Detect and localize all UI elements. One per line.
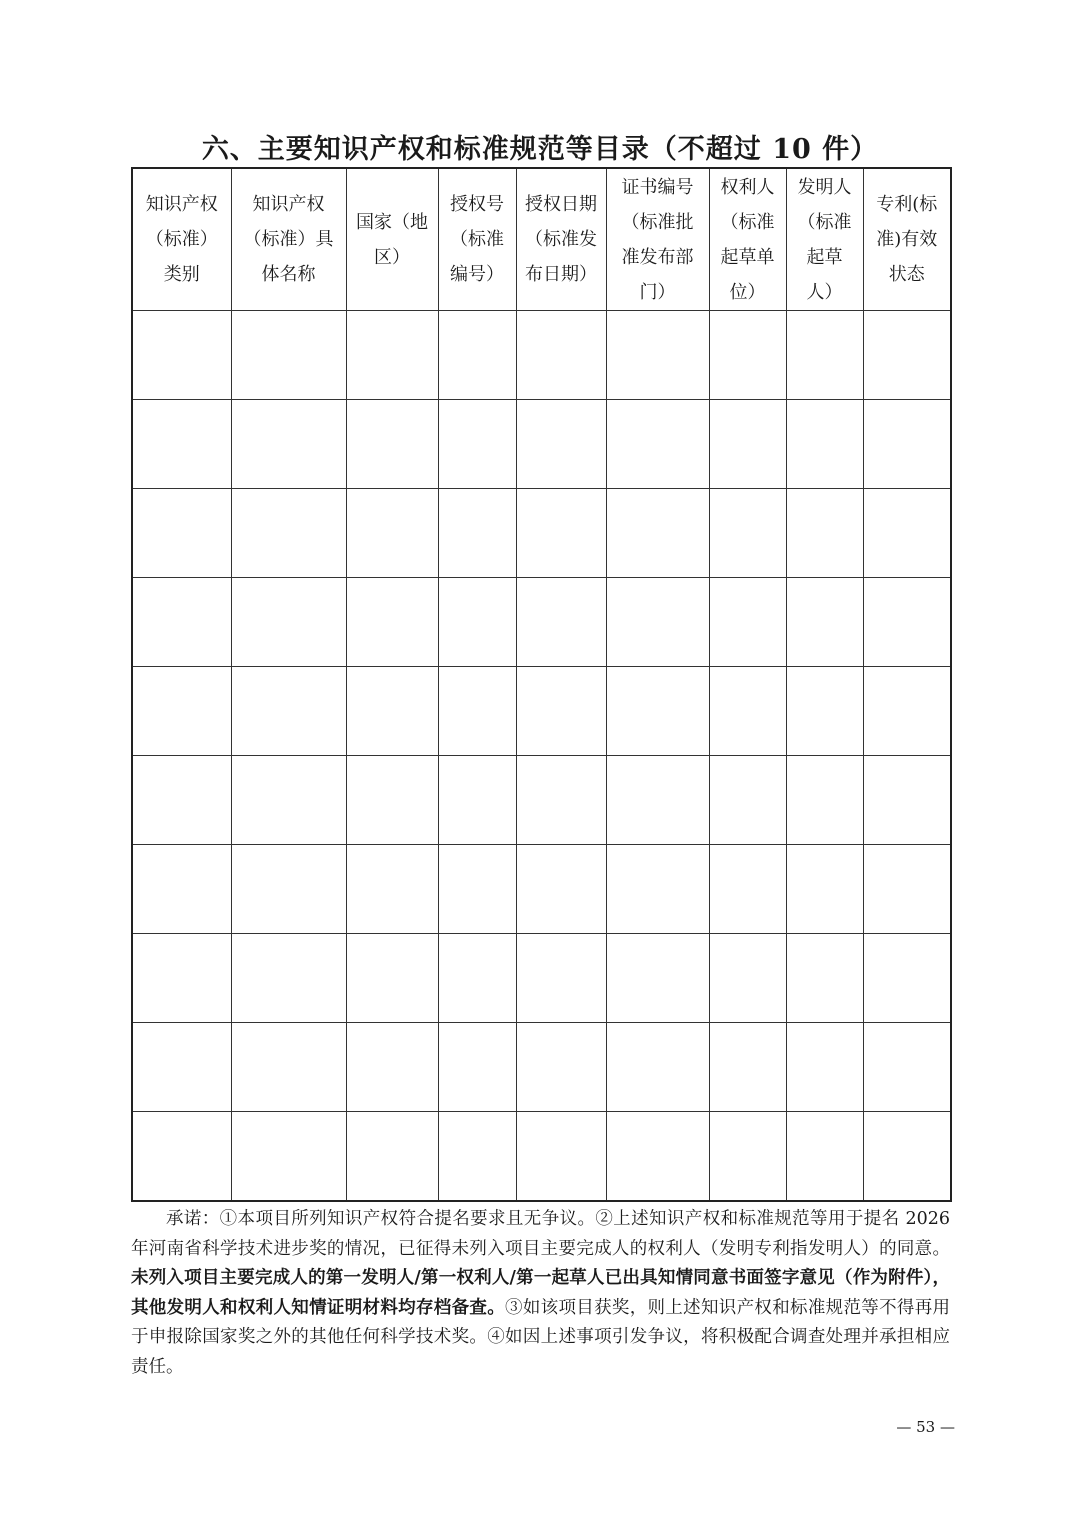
table-cell[interactable]	[346, 1023, 438, 1112]
table-cell[interactable]	[516, 1112, 606, 1202]
table-cell[interactable]	[516, 845, 606, 934]
table-cell[interactable]	[786, 667, 863, 756]
table-cell[interactable]	[709, 489, 786, 578]
table-cell[interactable]	[132, 400, 231, 489]
column-header-ip-name: 知识产权（标准）具体名称	[231, 168, 346, 311]
table-cell[interactable]	[346, 667, 438, 756]
column-header-certificate-number: 证书编号（标准批准发布部门）	[606, 168, 709, 311]
table-cell[interactable]	[346, 578, 438, 667]
table-cell[interactable]	[516, 934, 606, 1023]
table-cell[interactable]	[516, 667, 606, 756]
table-cell[interactable]	[786, 756, 863, 845]
table-cell[interactable]	[516, 489, 606, 578]
table-cell[interactable]	[132, 756, 231, 845]
table-header-row	[132, 168, 951, 311]
table-cell[interactable]	[438, 756, 516, 845]
table-cell[interactable]	[132, 578, 231, 667]
table-cell[interactable]	[438, 578, 516, 667]
table-cell[interactable]	[606, 578, 709, 667]
table-row	[132, 934, 951, 1023]
table-cell[interactable]	[346, 756, 438, 845]
table-row	[132, 1023, 951, 1112]
table-cell[interactable]	[863, 845, 951, 934]
table-cell[interactable]	[438, 934, 516, 1023]
table-cell[interactable]	[863, 756, 951, 845]
table-cell[interactable]	[606, 756, 709, 845]
table-cell[interactable]	[132, 845, 231, 934]
table-cell[interactable]	[516, 1023, 606, 1112]
table-cell[interactable]	[863, 1112, 951, 1202]
table-cell[interactable]	[709, 1112, 786, 1202]
table-cell[interactable]	[786, 578, 863, 667]
table-cell[interactable]	[231, 1112, 346, 1202]
table-cell[interactable]	[231, 756, 346, 845]
table-cell[interactable]	[132, 934, 231, 1023]
table-cell[interactable]	[786, 400, 863, 489]
table-cell[interactable]	[863, 311, 951, 400]
table-cell[interactable]	[606, 400, 709, 489]
table-row	[132, 667, 951, 756]
table-cell[interactable]	[231, 934, 346, 1023]
table-row	[132, 578, 951, 667]
table-cell[interactable]	[231, 400, 346, 489]
table-cell[interactable]	[709, 667, 786, 756]
table-cell[interactable]	[606, 845, 709, 934]
table-cell[interactable]	[132, 1023, 231, 1112]
table-cell[interactable]	[863, 1023, 951, 1112]
table-cell[interactable]	[606, 1023, 709, 1112]
table-row	[132, 400, 951, 489]
table-cell[interactable]	[786, 845, 863, 934]
table-cell[interactable]	[438, 311, 516, 400]
table-cell[interactable]	[516, 578, 606, 667]
table-cell[interactable]	[606, 311, 709, 400]
table-cell[interactable]	[346, 845, 438, 934]
table-cell[interactable]	[863, 489, 951, 578]
table-cell[interactable]	[346, 1112, 438, 1202]
column-header-grant-date: 授权日期（标准发布日期）	[516, 168, 606, 311]
table-cell[interactable]	[709, 311, 786, 400]
table-cell[interactable]	[438, 1023, 516, 1112]
table-cell[interactable]	[786, 311, 863, 400]
column-header-inventor: 发明人（标准起草人）	[786, 168, 863, 311]
table-cell[interactable]	[709, 578, 786, 667]
table-cell[interactable]	[231, 489, 346, 578]
table-cell[interactable]	[346, 934, 438, 1023]
table-cell[interactable]	[438, 667, 516, 756]
table-cell[interactable]	[132, 667, 231, 756]
table-cell[interactable]	[516, 400, 606, 489]
table-cell[interactable]	[863, 934, 951, 1023]
table-cell[interactable]	[516, 756, 606, 845]
table-cell[interactable]	[786, 934, 863, 1023]
table-row	[132, 489, 951, 578]
column-header-validity-status: 专利(标准)有效状态	[863, 168, 951, 311]
table-cell[interactable]	[346, 489, 438, 578]
table-cell[interactable]	[438, 400, 516, 489]
table-cell[interactable]	[231, 845, 346, 934]
table-row	[132, 756, 951, 845]
table-cell[interactable]	[709, 400, 786, 489]
pledge-text-part1: 承诺：①本项目所列知识产权符合提名要求且无争议。②上述知识产权和标准规范等用于提名 2026 年河南省科学技术进步奖的情况，已征得未列入项目主要完成人的权利人（发明专利指发明人）的同意。	[131, 1209, 950, 1259]
table-cell[interactable]	[786, 489, 863, 578]
table-cell[interactable]	[346, 311, 438, 400]
table-cell[interactable]	[863, 400, 951, 489]
table-cell[interactable]	[709, 756, 786, 845]
table-row	[132, 1112, 951, 1202]
table-cell[interactable]	[346, 400, 438, 489]
column-header-rights-holder: 权利人（标准起草单位）	[709, 168, 786, 311]
table-cell[interactable]	[231, 311, 346, 400]
table-cell[interactable]	[606, 667, 709, 756]
table-cell[interactable]	[231, 578, 346, 667]
table-cell[interactable]	[863, 667, 951, 756]
table-cell[interactable]	[438, 1112, 516, 1202]
table-cell[interactable]	[606, 934, 709, 1023]
pledge-text-bold: 未列入项目主要完成人的第一发明人/第一权利人/第一起草人已出具知情同意书面签字意见（作为附件），其他发明人和权利人知情证明材料均存档备查。	[131, 1268, 950, 1318]
column-header-grant-number: 授权号（标准编号）	[438, 168, 516, 311]
table-cell[interactable]	[606, 489, 709, 578]
table-cell[interactable]	[132, 1112, 231, 1202]
page-title: 六、主要知识产权和标准规范等目录（不超过 10 件）	[201, 134, 879, 165]
page-number: — 53 —	[896, 1418, 955, 1436]
pledge-paragraph	[131, 1205, 950, 1382]
table-cell[interactable]	[786, 1023, 863, 1112]
table-cell[interactable]	[132, 311, 231, 400]
table-cell[interactable]	[709, 845, 786, 934]
table-cell[interactable]	[863, 578, 951, 667]
table-cell[interactable]	[709, 1023, 786, 1112]
table-cell[interactable]	[438, 489, 516, 578]
table-row	[132, 311, 951, 400]
pledge-text-part3: ③如该项目获奖，则上述知识产权和标准规范等不得再用于申报除国家奖之外的其他任何科学技术奖。④如因上述事项引发争议，将积极配合调查处理并承担相应责任。	[131, 1297, 951, 1377]
table-cell[interactable]	[231, 1023, 346, 1112]
table-cell[interactable]	[132, 489, 231, 578]
table-cell[interactable]	[709, 934, 786, 1023]
column-header-country: 国家（地区）	[346, 168, 438, 311]
ip-standards-table	[131, 167, 952, 1202]
table-row	[132, 845, 951, 934]
table-cell[interactable]	[231, 667, 346, 756]
table-cell[interactable]	[516, 311, 606, 400]
table-body	[132, 311, 951, 1202]
table-cell[interactable]	[786, 1112, 863, 1202]
table-cell[interactable]	[606, 1112, 709, 1202]
column-header-ip-category: 知识产权（标准）类别	[132, 168, 231, 311]
table-cell[interactable]	[438, 845, 516, 934]
